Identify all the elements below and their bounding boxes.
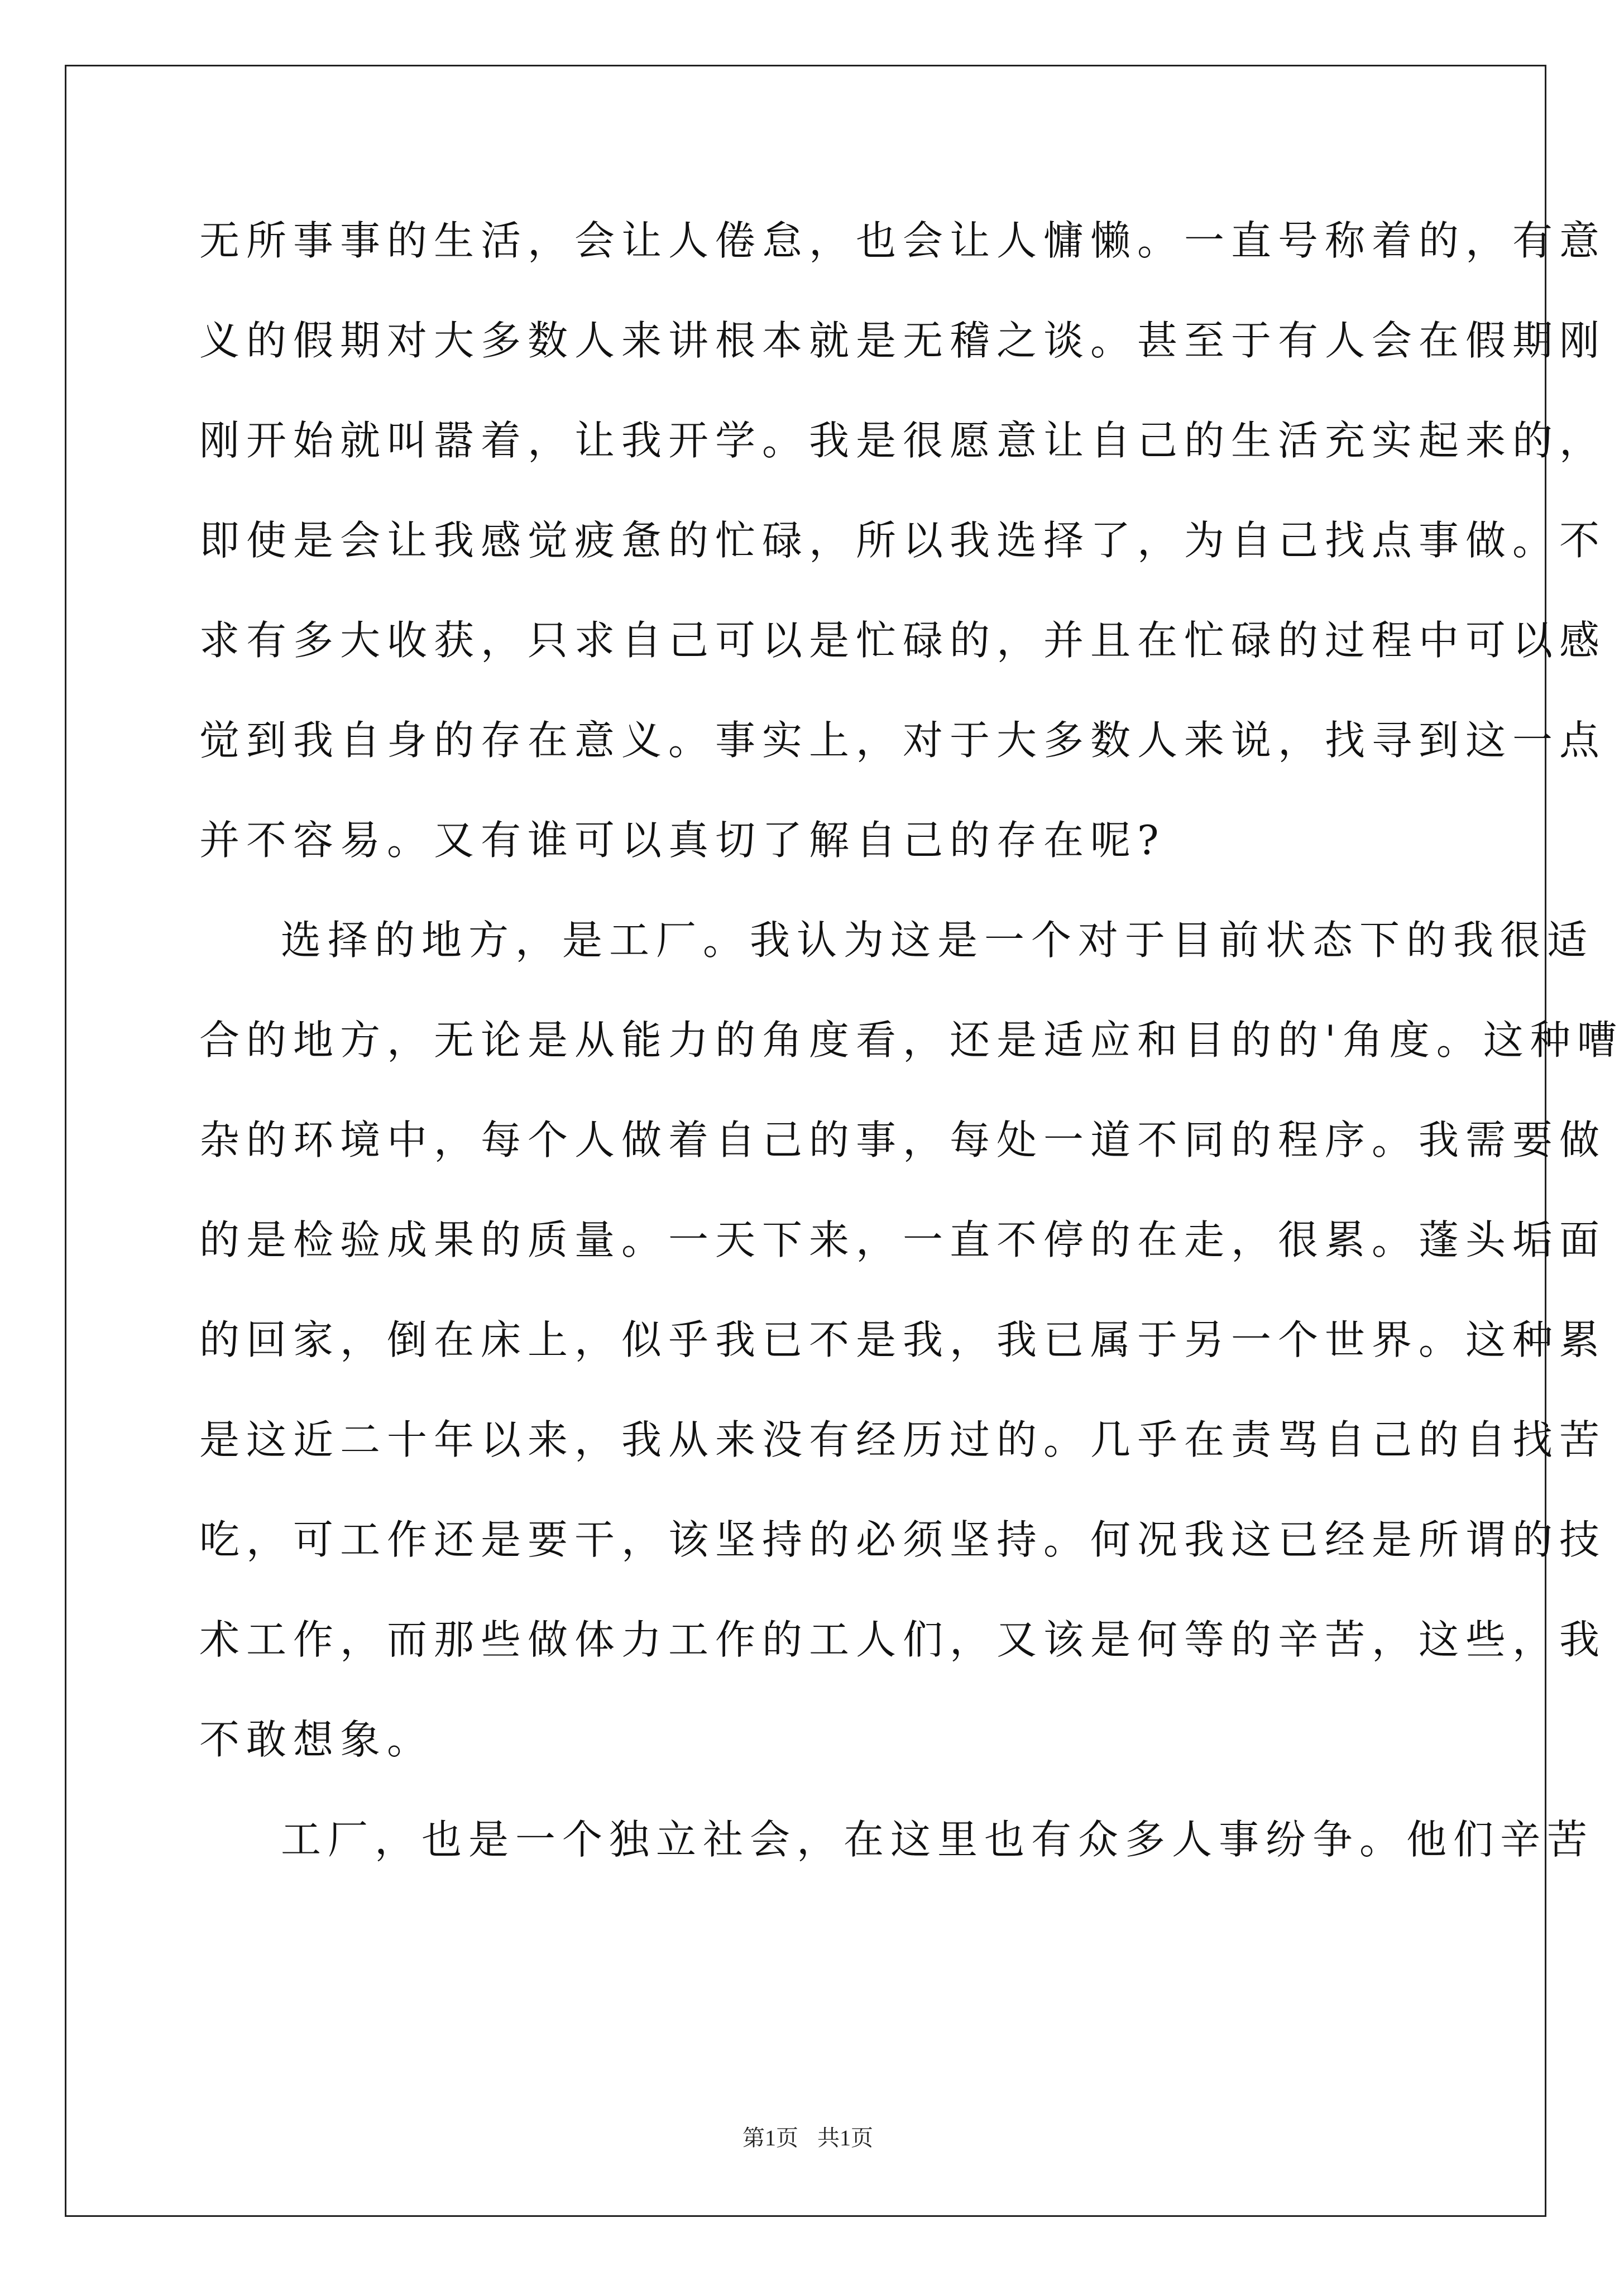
text-line: 即使是会让我感觉疲惫的忙碌，所以我选择了，为自己找点事做。不 (199, 517, 1607, 564)
text-line: 术工作，而那些做体力工作的工人们，又该是何等的辛苦，这些，我 (199, 1616, 1607, 1663)
text-line: 的是检验成果的质量。一天下来，一直不停的在走，很累。蓬头垢面 (199, 1216, 1607, 1263)
text-line: 觉到我自身的存在意义。事实上，对于大多数人来说，找寻到这一点 (199, 717, 1607, 764)
text-line: 杂的环境中，每个人做着自己的事，每处一道不同的程序。我需要做 (199, 1117, 1607, 1163)
text-line: 是这近二十年以来，我从来没有经历过的。几乎在责骂自己的自找苦 (199, 1416, 1607, 1463)
text-line: 合的地方，无论是从能力的角度看，还是适应和目的的'角度。这种嘈 (199, 1017, 1624, 1064)
text-line: 求有多大收获，只求自己可以是忙碌的，并且在忙碌的过程中可以感 (199, 617, 1607, 664)
text-line: 刚开始就叫嚣着，让我开学。我是很愿意让自己的生活充实起来的， (199, 417, 1607, 464)
text-line: 的回家，倒在床上，似乎我已不是我，我已属于另一个世界。这种累 (199, 1316, 1607, 1363)
paragraph-start-line: 选择的地方，是工厂。我认为这是一个对于目前状态下的我很适 (281, 917, 1594, 964)
text-line: 吃，可工作还是要干，该坚持的必须坚持。何况我这已经是所谓的技 (199, 1516, 1607, 1563)
text-line: 并不容易。又有谁可以真切了解自己的存在呢? (199, 817, 1166, 864)
text-line: 无所事事的生活，会让人倦怠，也会让人慵懒。一直号称着的，有意 (199, 217, 1607, 264)
document-body (199, 215, 1624, 2052)
text-line: 义的假期对大多数人来讲根本就是无稽之谈。甚至于有人会在假期刚 (199, 317, 1607, 364)
page-footer (0, 2125, 1616, 2152)
text-line: 不敢想象。 (199, 1716, 434, 1763)
page-number: 第1页 (742, 2125, 798, 2150)
page-total: 共1页 (817, 2125, 873, 2150)
paragraph-start-line: 工厂，也是一个独立社会，在这里也有众多人事纷争。他们辛苦 (281, 1816, 1594, 1863)
